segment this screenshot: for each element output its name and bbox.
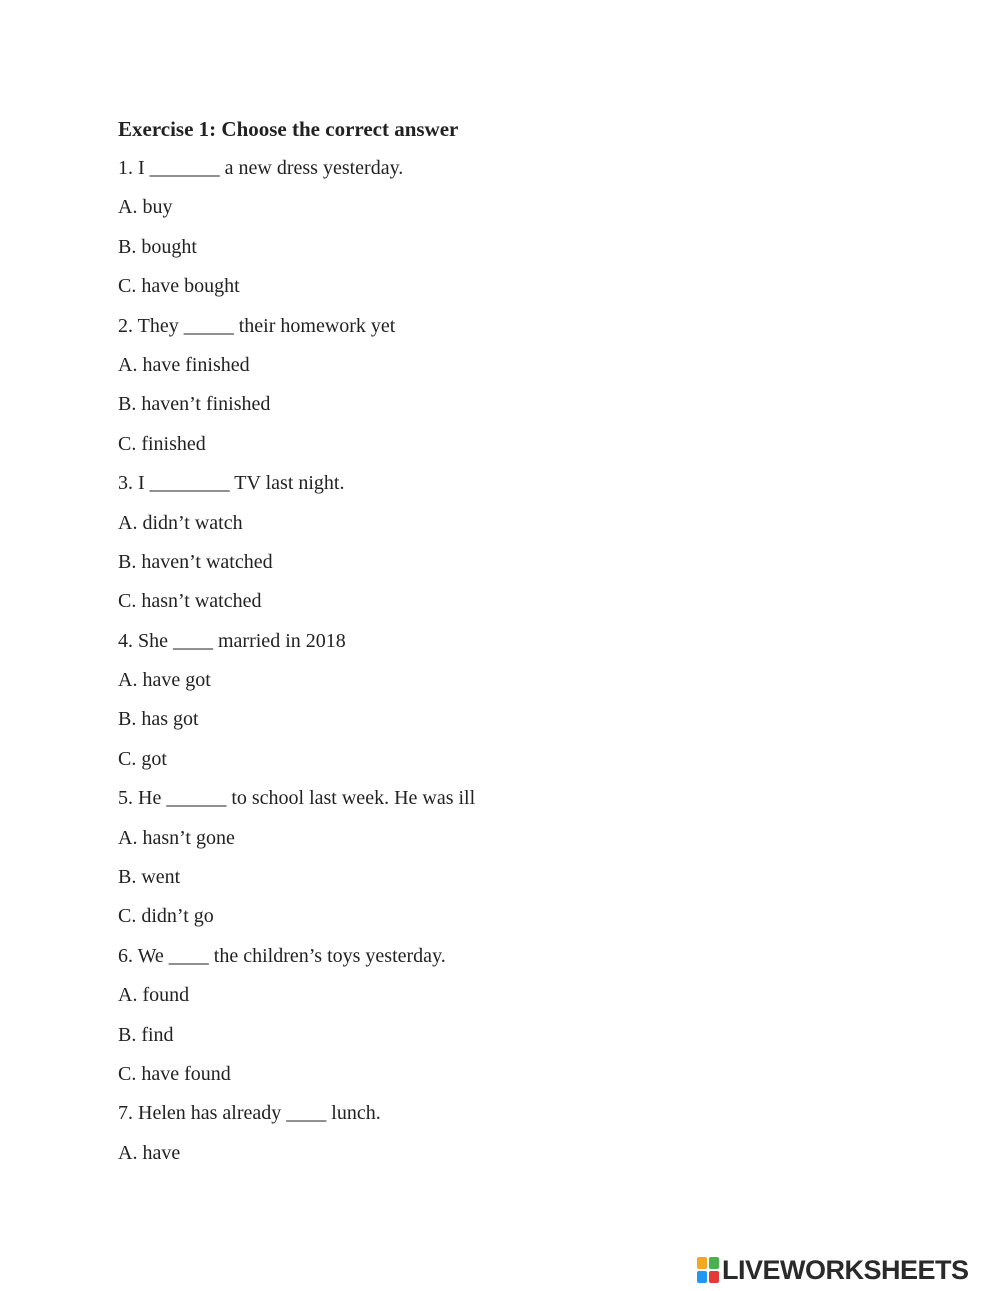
question-line: 5. He ______ to school last week. He was ill — [118, 787, 476, 810]
question-line: 6. We ____ the children’s toys yesterday. — [118, 944, 446, 967]
exercise-title: Exercise 1: Choose the correct answer — [118, 117, 459, 141]
answer-option: B. bought — [118, 235, 197, 258]
answer-option: A. have got — [118, 669, 211, 692]
answer-option: C. hasn’t watched — [118, 590, 262, 613]
question-line: 1. I _______ a new dress yesterday. — [118, 157, 404, 179]
answer-option: B. went — [118, 866, 181, 889]
answer-option: C. got — [118, 747, 167, 770]
question-line: 2. They _____ their homework yet — [118, 314, 396, 337]
question-line: 7. Helen has already ____ lunch. — [118, 1102, 381, 1125]
answer-option: A. have finished — [118, 353, 250, 376]
answer-option: A. hasn’t gone — [118, 826, 235, 849]
worksheet-content — [118, 115, 918, 1178]
logo-block — [709, 1271, 719, 1283]
logo-block — [697, 1271, 707, 1283]
answer-option: B. haven’t finished — [118, 393, 271, 416]
answer-option: C. finished — [118, 432, 206, 455]
logo-block — [697, 1257, 707, 1269]
answer-option: A. found — [118, 984, 190, 1007]
question-line: 3. I ________ TV last night. — [118, 472, 345, 495]
answer-option: A. didn’t watch — [118, 511, 243, 534]
logo-text: LIVEWORKSHEETS — [722, 1255, 969, 1285]
liveworksheets-logo-icon — [697, 1257, 719, 1283]
answer-option: A. buy — [118, 196, 173, 219]
answer-option: C. have bought — [118, 275, 240, 298]
answer-option: C. didn’t go — [118, 905, 214, 928]
answer-option: B. haven’t watched — [118, 550, 273, 573]
answer-option: C. have found — [118, 1062, 231, 1085]
answer-option: B. find — [118, 1023, 174, 1046]
answer-option: B. has got — [118, 708, 199, 731]
question-line: 4. She ____ married in 2018 — [118, 629, 346, 652]
answer-option: A. have — [118, 1141, 181, 1164]
liveworksheets-logo — [697, 1255, 969, 1285]
logo-block — [709, 1257, 719, 1269]
